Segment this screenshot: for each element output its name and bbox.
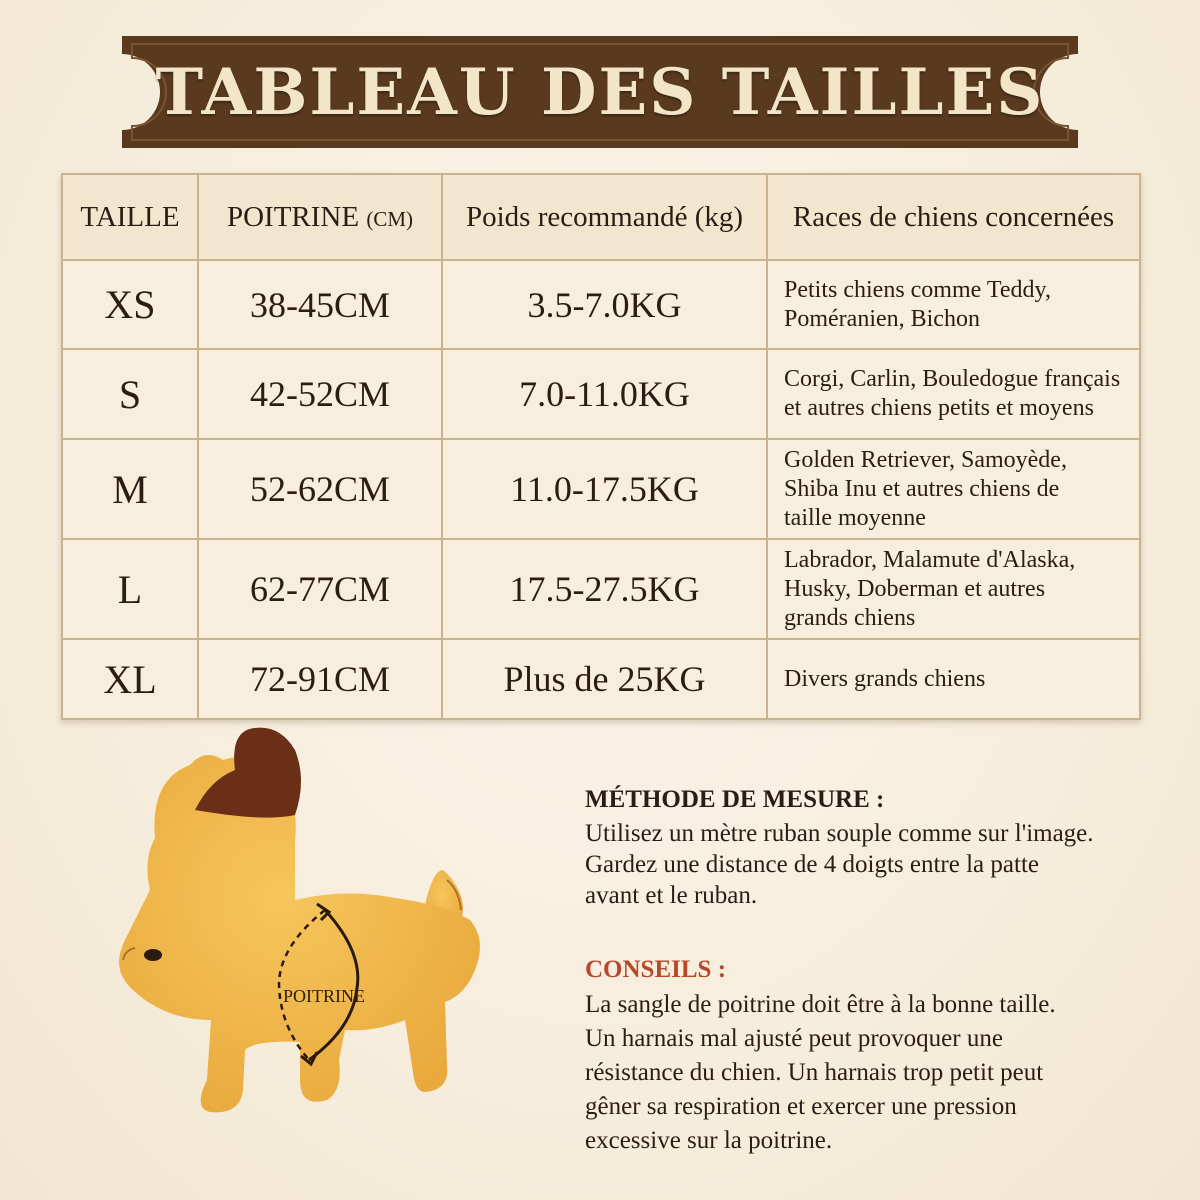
- header-breeds: Races de chiens concernées: [767, 174, 1140, 260]
- cell-chest: 62-77CM: [198, 539, 442, 639]
- cell-weight: 11.0-17.5KG: [442, 439, 767, 539]
- cell-size: S: [62, 349, 198, 439]
- header-chest: POITRINE (CM): [198, 174, 442, 260]
- tips-text: [585, 988, 1145, 1158]
- breed-line: Golden Retriever, Samoyède,: [784, 446, 1067, 473]
- breed-line: Shiba Inu et autres chiens de: [784, 475, 1060, 502]
- table-row: [62, 260, 1140, 349]
- cell-size: XS: [62, 260, 198, 349]
- tips-line: excessive sur la poitrine.: [585, 1127, 833, 1154]
- tips-line: résistance du chien. Un harnais trop petit peut: [585, 1059, 1044, 1086]
- breed-line: Husky, Doberman et autres: [784, 575, 1046, 602]
- table-row: [62, 539, 1140, 639]
- table-row: [62, 639, 1140, 719]
- table-header-row: [62, 174, 1140, 260]
- cell-breeds: [767, 349, 1140, 439]
- tips-line: gêner sa respiration et exercer une pression: [585, 1093, 1017, 1120]
- cell-breeds: [767, 539, 1140, 639]
- tips-heading: CONSEILS :: [585, 956, 727, 983]
- page-title: TABLEAU DES TAILLES: [155, 54, 1045, 130]
- breed-line: grands chiens: [784, 604, 916, 631]
- cell-weight: Plus de 25KG: [442, 639, 767, 719]
- cell-chest: 42-52CM: [198, 349, 442, 439]
- breed-line: et autres chiens petits et moyens: [784, 395, 1094, 421]
- cell-chest: 52-62CM: [198, 439, 442, 539]
- cell-chest: 72-91CM: [198, 639, 442, 719]
- dog-illustration: [95, 720, 515, 1140]
- cell-weight: 17.5-27.5KG: [442, 539, 767, 639]
- cell-breeds: [767, 439, 1140, 539]
- method-heading: MÉTHODE DE MESURE :: [585, 786, 885, 813]
- cell-weight: 7.0-11.0KG: [442, 349, 767, 439]
- header-chest-unit: (CM): [366, 206, 414, 231]
- cell-chest: 38-45CM: [198, 260, 442, 349]
- breed-line: Labrador, Malamute d'Alaska,: [784, 546, 1076, 573]
- header-size: TAILLE: [62, 174, 198, 260]
- cell-weight: 3.5-7.0KG: [442, 260, 767, 349]
- breed-line: taille moyenne: [784, 504, 926, 531]
- cell-breeds: [767, 260, 1140, 349]
- size-chart-table: [61, 173, 1141, 720]
- cell-size: L: [62, 539, 198, 639]
- table-row: [62, 349, 1140, 439]
- cell-breeds: [767, 639, 1140, 719]
- cell-size: M: [62, 439, 198, 539]
- tips-line: Un harnais mal ajusté peut provoquer une: [585, 1025, 1003, 1052]
- table-row: [62, 439, 1140, 539]
- cell-size: XL: [62, 639, 198, 719]
- breed-line: Divers grands chiens: [784, 665, 986, 692]
- breed-line: Poméranien, Bichon: [784, 305, 980, 332]
- method-line: Gardez une distance de 4 doigts entre la patte: [585, 851, 1039, 878]
- method-line: avant et le ruban.: [585, 882, 758, 909]
- breed-line: Corgi, Carlin, Bouledogue français: [784, 366, 1121, 392]
- breed-line: Petits chiens comme Teddy,: [784, 276, 1051, 303]
- header-weight: Poids recommandé (kg): [442, 174, 767, 260]
- title-banner: [122, 36, 1078, 148]
- tips-line: La sangle de poitrine doit être à la bonne taille.: [585, 991, 1056, 1018]
- chest-label: POITRINE: [283, 986, 365, 1006]
- method-line: Utilisez un mètre ruban souple comme sur l'image.: [585, 820, 1094, 847]
- dog-eye: [144, 949, 162, 961]
- method-text: [585, 818, 1145, 911]
